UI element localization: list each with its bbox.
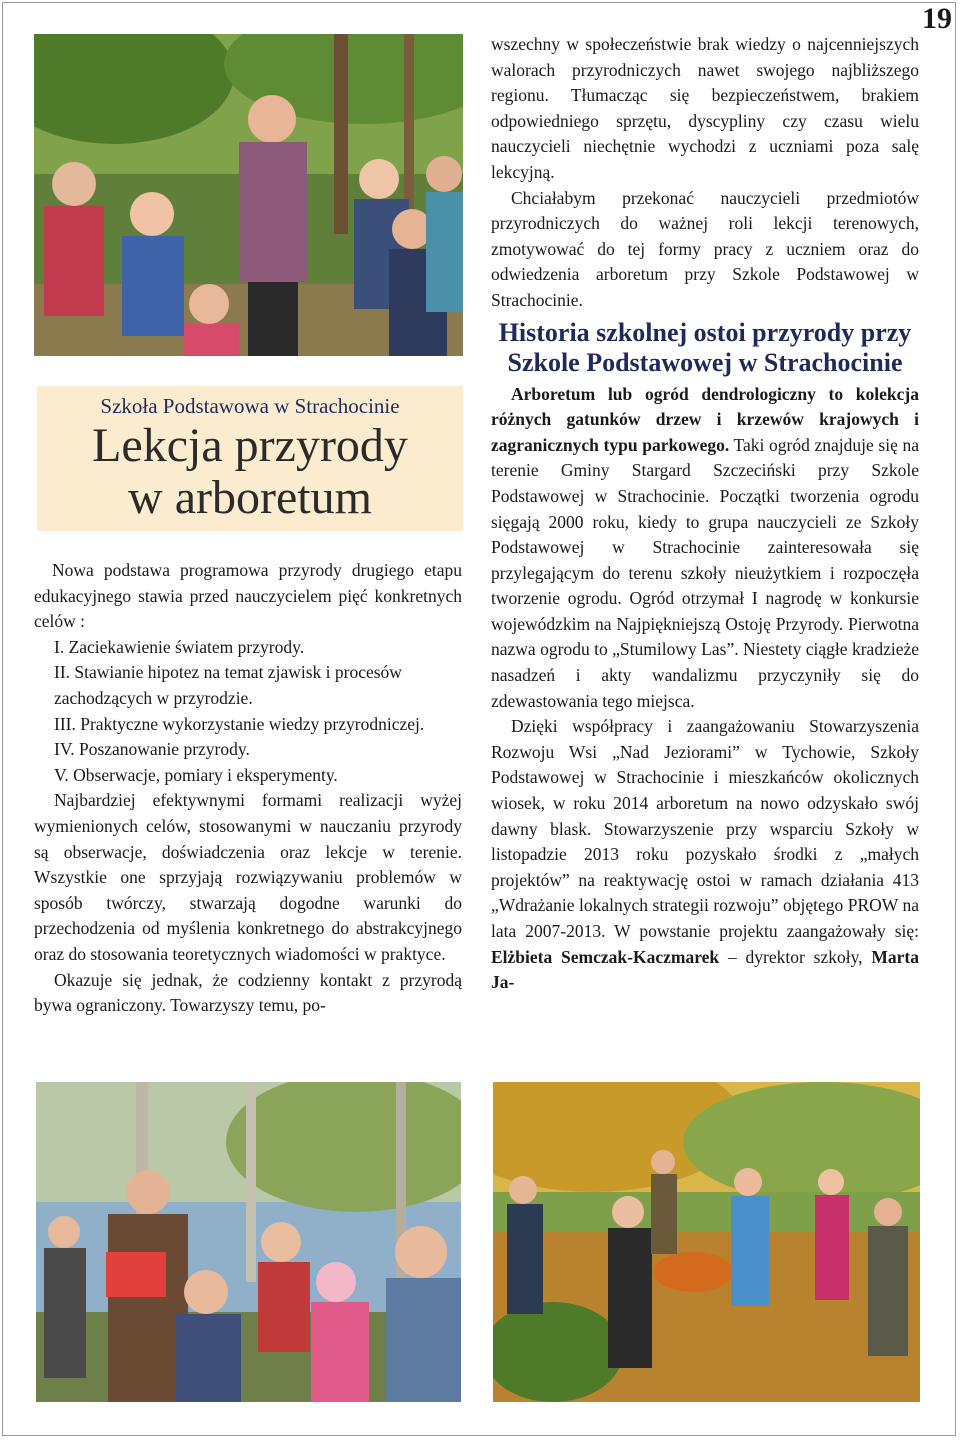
body-paragraph: wszechny w społeczeństwie brak wiedzy o najcenniejszych walorach przyrodniczych nawet swojego najbliższego regionu. Tłumacząc się bezpieczeństwem, brakiem odpowiedniego sprzętu, dyscypliny czy czasu wielu nauczycieli niechętnie wychodzi z uczniami poza salę lekcyjną. xyxy=(491,34,919,182)
intro-paragraph: Nowa podstawa programowa przyrody drugiego etapu edukacyjnego stawia przed nauczycielem pięć konkretnych celów : xyxy=(34,560,462,632)
page-number: 19 xyxy=(922,2,952,35)
photo-children-raking-leaves xyxy=(493,1082,920,1402)
body-paragraph: Chciałabym przekonać nauczycieli przedmiotów przyrodniczych do ważnej roli lekcji terenowych, zmotywować do tej formy pracy z uczniem oraz do odwiedzenia arboretum przy Szkole Podstawowej w Strachocinie. xyxy=(491,187,919,310)
history-lead: Arboretum lub ogród dendrologiczny to kolekcja różnych gatunków drzew i krzewów krajowych i zagranicznych typu parkowego. xyxy=(491,383,919,455)
section-heading: Historia szkolnej ostoi przyrody przy Szkole Podstawowej w Strachocinie xyxy=(498,317,912,377)
photo-teacher-with-pupils xyxy=(34,34,463,356)
person-name: Elżbieta Semczak-Kaczmarek xyxy=(491,946,720,967)
school-name: Szkoła Podstawowa w Strachocinie xyxy=(100,394,400,418)
history-text: Taki ogród znajduje się na terenie Gminy Stargard Szczeciński przy Szkole Podstawowej w Strachocinie. Początki tworzenia ogrodu sięgają 2000 roku, kiedy to grupa nauczycieli ze Szkoły Podstawowej w Strachocinie zainteresowała się przylegającym do terenu szkoły nieużytkiem i rozpoczęła tworzenie ogrodu. Ogród otrzymał I nagrodę w konkursie wojewódzkim na Najpiękniejszą Ostoję Przyrody. Pierwotna nazwa ogrodu to „Stumilowy Las”. Niestety ciągłe kradzieże nasadzeń i akty wandalizmu przyczyniły się do zdewastowania tego miejsca. xyxy=(491,434,920,711)
article-title-line2: w arboretum xyxy=(128,471,372,524)
goal-item: I. Zaciekawienie światem przyrody. xyxy=(54,636,305,657)
goal-item: II. Stawianie hipotez na temat zjawisk i procesów zachodzących w przyrodzie. xyxy=(54,662,402,708)
article-title-box xyxy=(37,386,463,531)
cooperation-paragraph xyxy=(491,714,919,996)
goal-item: III. Praktyczne wykorzystanie wiedzy przyrodniczej. xyxy=(54,713,425,734)
photo-lesson-in-arboretum xyxy=(36,1082,461,1402)
person-name: Marta Ja- xyxy=(491,946,919,993)
right-column xyxy=(491,32,919,996)
left-column xyxy=(34,558,462,1019)
goal-item: IV. Poszanowanie przyrody. xyxy=(54,739,250,760)
body-paragraph: Okazuje się jednak, że codzienny kontakt z przyrodą bywa ograniczony. Towarzyszy temu, po- xyxy=(34,969,462,1016)
cooperation-text: Dzięki współpracy i zaangażowaniu Stowarzyszenia Rozwoju Wsi „Nad Jeziorami” w Tychowie, Szkoły Podstawowej w Strachocinie i mieszkańców okolicznych wiosek, w roku 2014 arboretum na nowo odzyskało swój dawny blask. Stowarzyszenie przy wsparciu Szkoły w listopadzie 2013 roku pozyskało środki z „małych projektów” na reaktywację ostoi w ramach działania 413 „Wdrażanie lokalnych strategii rozwoju” objętego PROW na lata 2007-2013. W powstanie projektu zaangażowały się: xyxy=(491,716,919,941)
history-paragraph xyxy=(491,382,919,715)
body-paragraph: Najbardziej efektywnymi formami realizacji wyżej wymienionych celów, stosowanymi w nauczaniu przyrody są obserwacje, doświadczenia oraz lekcje w terenie. Wszystkie one sprzyjają rozwiązywaniu problemów w sposób twórczy, stwarzają dogodne warunki do przechodzenia od myślenia konkretnego do abstrakcyjnego oraz do stosowania teoretycznych wiadomości w praktyce. xyxy=(34,790,462,964)
article-title-line1: Lekcja przyrody xyxy=(92,419,408,472)
person-role: – dyrektor szkoły, xyxy=(719,946,872,967)
goal-item: V. Obserwacje, pomiary i eksperymenty. xyxy=(54,764,338,785)
